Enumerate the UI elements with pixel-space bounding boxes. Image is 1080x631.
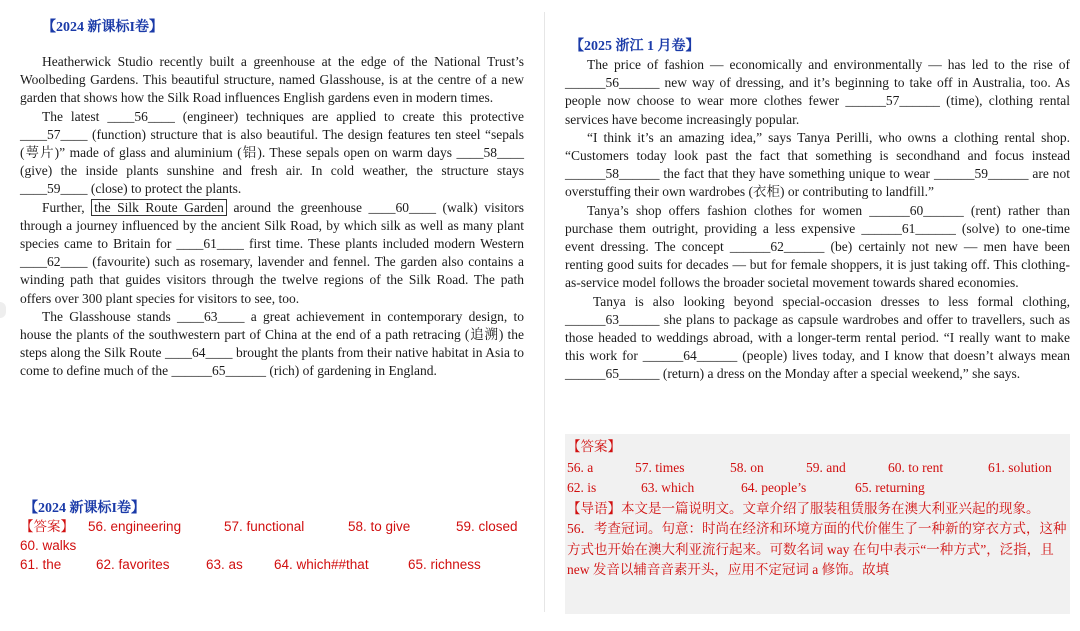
answer-row-2 <box>567 478 1067 499</box>
answer-row-3 <box>20 555 524 574</box>
right-answers <box>567 437 1067 581</box>
answer-row-2 <box>20 536 524 555</box>
column-divider <box>544 12 545 612</box>
right-paragraph-3: Tanya’s shop offers fashion clothes for women ______60______ (rent) rather than purchase them outright, providing a less expensive ______61______ (solve) to one-time event dressing. The concept ______62______ (be) certainly not new — men have been renting good suits for decades — but for female shoppers, it is just taking off. This clothing-as-service model follows the broader societal movement towards shared economies. <box>565 202 1070 291</box>
answer-item: 60. walks <box>20 538 77 553</box>
answer-item: 59. closed <box>456 519 518 534</box>
answer-label: 【答案】 <box>20 519 74 534</box>
answer-item: 59. and <box>806 459 846 475</box>
right-paragraph-2: “I think it’s an amazing idea,” says Tanya Perilli, who owns a clothing rental shop. “Customers today look past the fact that something is secondhand and focus instead ______58______ the fact that they have something unique to wear ______59______ are not overstuffing their own wardrobes (衣柜) or contributing to landfill.” <box>565 129 1070 200</box>
answer-item: 62. favorites <box>96 557 170 572</box>
scroll-edge-indicator <box>0 302 6 318</box>
left-paragraph-2: The latest ____56____ (engineer) techniques are applied to create this protective ____57____ (function) structure that is also beautiful. The design features ten steel “sepals (萼片)” made of glass and aluminium (铝). These sepals open on warm days ____58____ (give) the inside plants sunshine and fresh air. In cold weather, the structure stays ____59____ (close) to protect the plants. <box>20 108 524 197</box>
answer-label-row <box>567 437 1067 458</box>
answer-item: 56. engineering <box>88 519 182 534</box>
explanation-text: 56．考查冠词。句意：时尚在经济和环境方面的代价催生了一种新的穿衣方式，这种方式也开始在澳大利亚流行起来。可数名词 way 在句中表示“一种方式”，泛指，且 new 发音以辅音音素开头，应用不定冠词 a 修饰。故填 <box>567 521 1067 577</box>
answer-item: 63. as <box>206 557 243 572</box>
left-passage <box>20 53 524 381</box>
answer-item: 57. times <box>635 459 685 475</box>
answer-row-1 <box>20 517 524 536</box>
answer-item: 61. solution <box>988 459 1052 475</box>
guide-text: 【导语】本文是一篇说明文。文章介绍了服装租赁服务在澳大利亚兴起的现象。 <box>567 500 1040 516</box>
right-paragraph-1: The price of fashion — economically and environmentally — has led to the rise of ______56______ new way of dressing, and it’s beginning to take off in Australia, too. As people now choose to wear more clothes fewer ______57______ (time), clothing rental services have become increasingly popular. <box>565 57 1070 127</box>
answer-row-1 <box>567 458 1067 479</box>
answer-item: 61. the <box>20 557 62 572</box>
answer-item: 64. which##that <box>274 557 369 572</box>
left-p3-post: around the greenhouse ____60____ (walk) visitors through a journey influenced by the ancient Silk Road, by which silk as well as many plant species came to Britain for ____61____ first time. These plants included modern Western ____62____ (favourite) such as rosemary, lavender and fennel. The garden also contains a winding path that guides visitors through the twelve regions of the Silk Road. The path offers over 300 plant species for visitors to see, too. <box>20 199 525 306</box>
answer-item: 63. which <box>641 480 695 495</box>
answer-label: 【答案】 <box>567 439 621 454</box>
answer-item: 56. a <box>567 459 594 475</box>
answer-item: 65. richness <box>408 557 481 572</box>
left-answer-title: 【2024 新课标I卷】 <box>24 501 145 516</box>
right-section-title: 【2025 浙江 1 月卷】 <box>570 39 700 54</box>
answer-item: 60. to rent <box>888 459 944 475</box>
left-section-title: 【2024 新课标I卷】 <box>42 20 163 35</box>
left-p3-pre: Further, <box>42 199 85 215</box>
answer-item: 65. returning <box>855 480 925 495</box>
right-paragraph-4: Tanya is also looking beyond special-occasion dresses to less formal clothing, ______63______ she plans to package as capsule wardrobes and offer to travellers, such as those headed to weddings abroad, with a longer-term rental period. “I really want to make this work for ______64______ (people) lives today, and I know that doesn’t always mean ______65______ (return) a dress on the Monday after a special weekend,” she says. <box>565 293 1070 382</box>
answer-item: 58. to give <box>348 519 411 534</box>
answer-item: 62. is <box>567 480 597 495</box>
right-passage <box>565 56 1070 384</box>
left-paragraph-1: Heatherwick Studio recently built a greenhouse at the edge of the National Trust’s Woolbeding Gardens. This beautiful structure, named Glasshouse, is at the centre of a new garden that shows how the Silk Road influences English gardens even in modern times. <box>20 54 524 106</box>
answer-item: 58. on <box>730 459 764 475</box>
highlight-box: the Silk Route Garden <box>91 199 227 216</box>
left-paragraph-4: The Glasshouse stands ____63____ a great achievement in contemporary design, to house the plants of the southwestern part of China at the end of a path retracing (追溯) the steps along the Silk Route ____64____ brought the plants from their native habitat in Asia to come to define much of the ______65______ (rich) of gardening in England. <box>20 308 524 379</box>
answer-item: 64. people’s <box>741 480 807 495</box>
left-paragraph-3 <box>20 199 524 308</box>
left-answers <box>20 517 524 574</box>
answer-item: 57. functional <box>224 519 305 534</box>
